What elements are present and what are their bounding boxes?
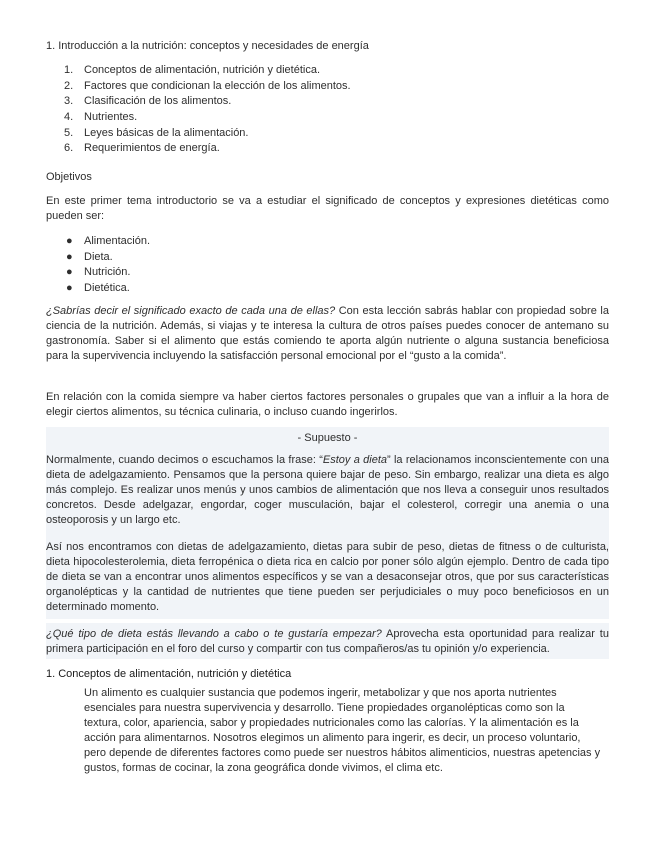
supuesto-question-italic: ¿Qué tipo de dieta estás llevando a cabo o te gustaría empezar? [46, 628, 382, 640]
subsection-title: 1. Conceptos de alimentación, nutrición y dietética [46, 668, 292, 680]
relation-paragraph: En relación con la comida siempre va haber ciertos factores personales o grupales que van a influir a la hora de elegir ciertos alimentos, su técnica culinaria, o incluso cuando ingerirlos. [46, 391, 609, 418]
toc-label: Requerimientos de energía. [84, 142, 220, 155]
section-title: 1. Introducción a la nutrición: conceptos y necesidades de energía [46, 40, 369, 52]
list-item-label: Alimentación. [84, 235, 151, 247]
toc-item [46, 94, 609, 110]
list-item [46, 281, 609, 297]
supuesto-p1-start: Normalmente, cuando decimos o escuchamos la frase: “ [46, 454, 323, 466]
toc-label: Factores que condicionan la elección de los alimentos. [84, 79, 351, 92]
concept-list [46, 234, 609, 296]
toc-label: Nutrientes. [84, 111, 138, 124]
question-paragraph [46, 304, 609, 364]
supuesto-question-rest: Aprovecha esta oportunidad para realizar tu primera participación en el foro del curso y compartir con tus compañeros/as tu opinión y/o experiencia. [46, 628, 609, 655]
list-item-label: Nutrición. [84, 266, 131, 278]
supuesto-heading: - Supuesto - [297, 432, 358, 444]
toc-item [46, 126, 609, 142]
toc-number: 6. [64, 142, 74, 155]
supuesto-p1-end: ” la relacionamos inconscientemente con una dieta de adelgazamiento. Pensamos que la persona quiere bajar de peso. Sin embargo, realizar una dieta es algo más complejo. Es realizar unos menús y unos cambios de alimentación que nos lleva a conseguir unos resultados concretos. Desde adelgazar, engordar, coger musculación, bajar el colesterol, corregir una anemia o una osteoporosis y un largo etc. [46, 454, 609, 526]
subsection-body: Un alimento es cualquier sustancia que podemos ingerir, metabolizar y que nos aporta nutrientes esenciales para nuestra supervivencia y desarrollo. Tiene propiedades organolépticas como son la textura, color, apariencia, sabor y propiedades nutricionales como las calorías. Y la alimentación es la acción para alimentarnos. Nosotros elegimos un alimento para ingerir, es decir, un proceso voluntario, pero depende de diferentes factores como puede ser nuestros hábitos alimenticios, nuestras apetencias y gustos, formas de cocinar, la zona geográfica donde vivimos, el clima etc. [84, 687, 601, 774]
list-item-label: Dietética. [84, 281, 130, 294]
toc-number: 5. [64, 126, 74, 139]
list-item-label: Dieta. [84, 250, 113, 263]
toc-label: Clasificación de los alimentos. [84, 95, 232, 108]
bullet-icon: ● [66, 235, 73, 247]
toc-label: Leyes básicas de la alimentación. [84, 126, 249, 139]
list-item [46, 265, 609, 281]
intro-paragraph: En este primer tema introductorio se va a estudiar el significado de conceptos y expresiones dietéticas como pueden ser: [46, 195, 609, 222]
question-rest: Con esta lección sabrás hablar con propiedad sobre la ciencia de la nutrición. Además, si viajas y te interesa la cultura de otros países puedes conocer de antemano su gastronomía. Saber si el alimento que estás comiendo te aporta algún nutriente o alguna sustancia beneficiosa para la supervivencia incluyendo la satisfacción personal emocional por el “gusto a la comida”. [46, 305, 609, 362]
toc-list [46, 63, 609, 157]
toc-number: 1. [64, 64, 74, 76]
supuesto-p1-quote: Estoy a dieta [322, 454, 387, 466]
supuesto-paragraph-2: Así nos encontramos con dietas de adelgazamiento, dietas para subir de peso, dietas de fitness o de culturista, dieta hipocolesterolemia, dieta ferropénica o dieta rica en calcio por poner sólo algún ejemplo. Dentro de cada tipo de dieta se van a encontrar unos alimentos específicos y se van a desaconsejar otros, que por sus características organolépticas y la cantidad de nutrientes que tiene pueden ser perjudiciales o muy poco beneficiosos en un determinado momento. [46, 541, 609, 613]
list-item [46, 234, 609, 250]
toc-item [46, 110, 609, 126]
supuesto-question-paragraph [46, 627, 609, 657]
toc-number: 3. [64, 95, 74, 108]
objetivos-heading: Objetivos [46, 171, 92, 183]
toc-number: 2. [64, 79, 74, 92]
question-italic: ¿Sabrías decir el significado exacto de cada una de ellas? [46, 305, 336, 317]
list-item [46, 250, 609, 266]
bullet-icon: ● [66, 250, 73, 263]
bullet-icon: ● [66, 281, 73, 294]
toc-item [46, 63, 609, 79]
supuesto-paragraph-1 [46, 453, 609, 528]
toc-item [46, 141, 609, 157]
bullet-icon: ● [66, 266, 73, 278]
toc-number: 4. [64, 111, 74, 124]
toc-label: Conceptos de alimentación, nutrición y dietética. [84, 64, 321, 76]
toc-item [46, 79, 609, 95]
